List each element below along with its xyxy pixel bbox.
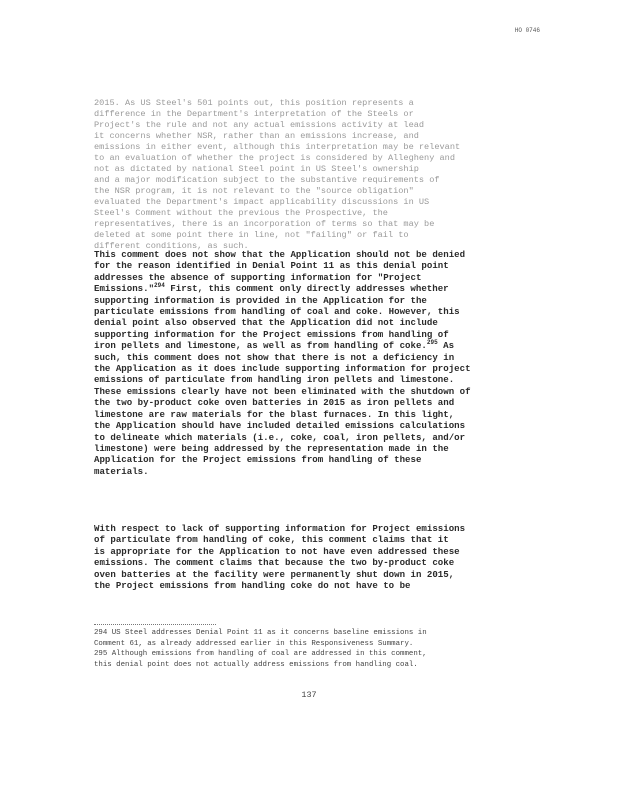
paragraph-faded: 2015. As US Steel's 501 points out, this position represents a difference in the Department's interpretation of the Steels or Project's the rule and not any actual emissions activity at lead it concerns whether NSR, rather than an emissions increase, and emissions in either event, although this interpretation may be relevant to an evaluation of whether the project is considered by Allegheny and not as dictated by national Steel point in US Steel's ownership and a major modification subject to the substantive requirements of the NSR program, it is not relevant to the "source obligation" evaluated the Department's impact applicability discussions in US Steel's Comment without the previous the Prospective, the representatives, there is an incorporation of terms so that may be deleted at some point there in line, not "failing" or fail to different conditions, as such.: [94, 98, 461, 251]
paragraph-denial-point: This comment does not show that the Application should not be denied for the reason identified in Denial Point 11 as this denial point addresses the absence of supporting information for "Project Emissions."$^{294}$ First, this comment only directly addresses whether supporting information is provided in the Application for the particulate emissions from handling of coal and coke. However, this denial point also observed that the Application did not include supporting information for the Project emissions from handling of iron pellets and limestone, as well as from handling of coke.$^{295}$ As such, this comment does not show that there is not a deficiency in the Application as it does include supporting information for project emissions of particulate from handling iron pellets and limestone. These emissions clearly have not been eliminated with the shutdown of the two by-product coke oven batteries in 2015 as iron pellets and limestone are raw materials for the blast furnaces. In this light, the Application should have included detailed emissions calculations to delineate which materials (i.e., coke, coal, iron pellets, and/or limestone) were being addressed by the representation made in the Application for the Project emissions from handling of these materials.: [94, 249, 471, 477]
paragraph-coke-handling: With respect to lack of supporting information for Project emissions of particulate from handling of coke, this comment claims that it is appropriate for the Application to not have even addressed these emissions. The comment claims that because the two by-product coke oven batteries at the facility were permanently shut down in 2015, the Project emissions from handling coke do not have to be: [94, 523, 466, 592]
footnote-ref-294: 294: [154, 282, 165, 290]
footnote-294: 294 US Steel addresses Denial Point 11 as it concerns baseline emissions in: [94, 629, 427, 637]
document-id: HO 0746: [514, 27, 540, 34]
footnote-divider: [94, 624, 216, 625]
footnotes: 294 US Steel addresses Denial Point 11 as it concerns baseline emissions in Comment 61, as already addressed earlier in this Responsiveness Summary. 295 Although emissions from handling of coal are addressed in this comment, this denial point does not actually address emissions from handling coal.: [94, 629, 427, 669]
footnote-ref-295: 295: [426, 339, 438, 347]
page-number: 137: [301, 690, 317, 700]
footnote-295: 295 Although emissions from handling of coal are addressed in this comment,: [94, 650, 427, 658]
